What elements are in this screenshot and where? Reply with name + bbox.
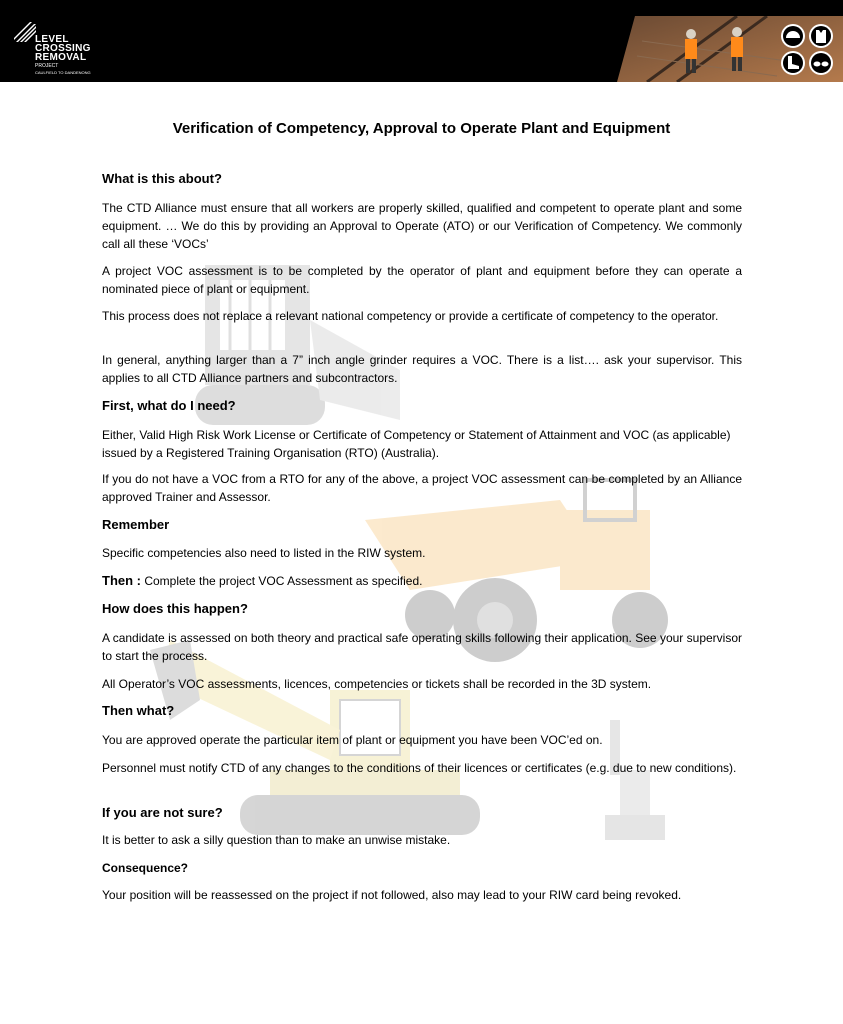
paragraph-then — [102, 572, 742, 590]
paragraph-about-2: A project VOC assessment is to be completed by the operator of plant and equipment before they can operate a nominated piece of plant or equipment. — [102, 264, 742, 296]
heading-how-does-this-happen: How does this happen? — [102, 601, 248, 616]
paragraph-then-what-2: Personnel must notify CTD of any changes to the conditions of their licences or certificates (e.g. due to new conditions). — [102, 761, 737, 775]
paragraph-about-1: The CTD Alliance must ensure that all workers are properly skilled, qualified and competent to operate plant and some equipment. … We do this by providing an Approval to Operate (ATO) or our Verification of Competency. We commonly call all these ‘VOCs’ — [102, 201, 742, 251]
ppe-icons — [779, 22, 837, 78]
paragraph-about-4: In general, anything larger than a 7” inch angle grinder requires a VOC. There is a list…. ask your supervisor. This applies to all CTD Alliance partners and subcontractors. — [102, 353, 742, 385]
safety-boot-icon — [781, 51, 805, 75]
paragraph-consequence-1: Your position will be reassessed on the project if not followed, also may lead to your RIW card being revoked. — [102, 888, 682, 902]
paragraph-need-2: If you do not have a VOC from a RTO for any of the above, a project VOC assessment can be completed by an Alliance approved Trainer and Assessor. — [102, 472, 742, 504]
heading-consequence: Consequence? — [102, 861, 189, 875]
banner-photo-panel — [617, 16, 843, 82]
level-crossing-removal-logo — [14, 22, 104, 76]
safety-glasses-icon — [809, 51, 833, 75]
header-banner — [0, 0, 843, 82]
hi-vis-vest-icon — [809, 24, 833, 48]
logo-line-1: LEVEL — [35, 34, 69, 45]
heading-then-what: Then what? — [102, 703, 175, 718]
paragraph-remember-1: Specific competencies also need to listed in the RIW system. — [102, 546, 426, 560]
paragraph-about-3: This process does not replace a relevant national competency or provide a certificate of competency to the operator. — [102, 309, 719, 323]
logo-line-3: REMOVAL — [35, 52, 87, 63]
logo-location: CAULFIELD TO DANDENONG — [35, 70, 91, 75]
heading-what-is-this-about: What is this about? — [102, 171, 222, 186]
then-label: Then : — [102, 573, 141, 588]
logo-mark-icon — [14, 22, 36, 44]
paragraph-then-what-1: You are approved operate the particular item of plant or equipment you have been VOC’ed on. — [102, 733, 603, 747]
paragraph-need-1: Either, Valid High Risk Work License or Certificate of Competency or Statement of Attainment and VOC (as applicable) issued by a Registered Training Organisation (RTO) (Australia). — [102, 428, 731, 460]
logo-line-2: CROSSING — [35, 43, 91, 54]
heading-first-what-do-i-need: First, what do I need? — [102, 398, 236, 413]
logo-subtitle: PROJECT — [35, 63, 59, 69]
logo-text — [35, 35, 91, 62]
heading-if-you-are-not-sure: If you are not sure? — [102, 805, 223, 820]
paragraph-not-sure-1: It is better to ask a silly question than to make an unwise mistake. — [102, 833, 451, 847]
paragraph-how-2: All Operator’s VOC assessments, licences, competencies or tickets shall be recorded in the 3D system. — [102, 677, 652, 691]
hard-hat-icon — [781, 24, 805, 48]
heading-remember: Remember — [102, 517, 170, 532]
page-title: Verification of Competency, Approval to Operate Plant and Equipment — [172, 120, 671, 137]
then-text: Complete the project VOC Assessment as specified. — [141, 574, 423, 588]
paragraph-how-1: A candidate is assessed on both theory and practical safe operating skills following their application. See your supervisor to start the process. — [102, 631, 742, 663]
